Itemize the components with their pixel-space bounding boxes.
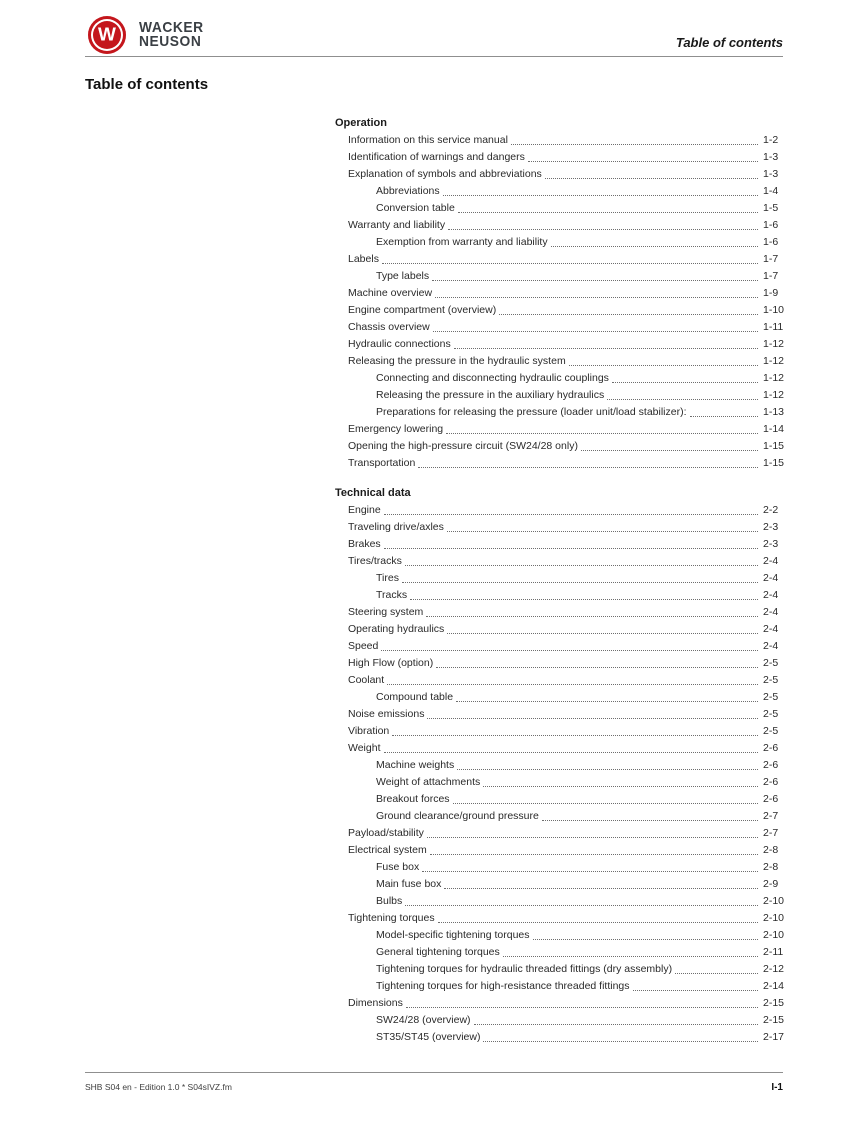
toc-entry-page: 2-15 [763,997,785,1009]
page-footer [85,1082,783,1093]
toc-entry-label: Transportation [348,457,416,469]
toc-entry-label: Weight of attachments [376,776,481,788]
toc-entry-page: 1-5 [763,202,779,214]
toc-entry-label: Labels [348,253,379,265]
toc-entry-leader [454,348,758,349]
toc-section [335,115,791,472]
toc-entry-leader [511,144,758,145]
toc-entry-leader [453,803,758,804]
toc-entry-leader [528,161,758,162]
brand-line-neuson: NEUSON [139,33,202,50]
toc-entry-page: 1-15 [763,440,785,452]
toc-entry [335,319,791,336]
toc-entry-label: Opening the high-pressure circuit (SW24/28 only) [348,440,578,452]
page-title: Table of contents [85,76,209,93]
toc-entry-label: Electrical system [348,844,427,856]
toc-entry-page: 2-5 [763,674,779,686]
toc-entry-label: Breakout forces [376,793,450,805]
toc-entry-leader [612,382,758,383]
toc-entry [335,995,791,1012]
toc-entry-page: 1-2 [763,134,779,146]
toc-entry-page: 2-4 [763,640,779,652]
toc-entry [335,570,791,587]
toc-entry [335,336,791,353]
toc-entry-leader [392,735,758,736]
toc-entry-page: 2-9 [763,878,779,890]
toc-entry-page: 2-10 [763,895,785,907]
toc-entry-page: 1-7 [763,270,779,282]
toc-entry [335,166,791,183]
toc-entry [335,353,791,370]
toc-entry-leader [435,297,758,298]
toc-entry [335,302,791,319]
toc-entry [335,774,791,791]
toc-entry-leader [410,599,758,600]
toc-entry [335,149,791,166]
toc-entry-page: 2-5 [763,725,779,737]
toc-entry [335,285,791,302]
toc-entry-page: 2-6 [763,776,779,788]
toc-entry-leader [690,416,759,417]
toc-entry-page: 2-7 [763,827,779,839]
toc-entry-page: 2-17 [763,1031,785,1043]
toc-entry [335,132,791,149]
toc-entry-label: Dimensions [348,997,403,1009]
toc-entry-page: 2-6 [763,742,779,754]
toc-entry-page: 1-6 [763,236,779,248]
toc-entry-leader [633,990,758,991]
toc-entry [335,604,791,621]
toc-entry-page: 2-2 [763,504,779,516]
toc-entry-leader [545,178,758,179]
toc-entry-leader [483,786,758,787]
toc-entry-label: Information on this service manual [348,134,508,146]
toc-entry [335,553,791,570]
toc-entry-page: 2-4 [763,606,779,618]
toc-entry [335,621,791,638]
toc-entry-label: SW24/28 (overview) [376,1014,471,1026]
toc-entry-leader [406,1007,758,1008]
toc-entry-leader [458,212,758,213]
toc-section-entries [335,132,791,472]
toc-entry-leader [387,684,758,685]
toc-entry-leader [430,854,758,855]
toc-entry [335,268,791,285]
toc-entry-leader [438,922,758,923]
toc-entry [335,893,791,910]
toc-entry-page: 2-15 [763,1014,785,1026]
toc-entry-leader [607,399,758,400]
toc-entry-label: General tightening torques [376,946,500,958]
toc-entry-label: Vibration [348,725,390,737]
toc-entry-leader [444,888,758,889]
toc-entry-label: Releasing the pressure in the auxiliary hydraulics [376,389,605,401]
toc-entry-leader [436,667,758,668]
toc-entry-leader [402,582,758,583]
toc-entry-page: 2-6 [763,793,779,805]
toc-entry [335,961,791,978]
toc-entry-page: 2-4 [763,555,779,567]
toc-entry-label: Brakes [348,538,381,550]
toc-entry-page: 1-3 [763,168,779,180]
page-header [88,16,783,54]
toc-entry-page: 2-14 [763,980,785,992]
toc-entry-label: Engine [348,504,381,516]
brand-line-wacker: WACKER [139,19,204,36]
toc-entry-label: Abbreviations [376,185,440,197]
toc-entry-leader [499,314,758,315]
toc-entry-page: 1-7 [763,253,779,265]
toc-entry-leader [533,939,758,940]
toc-entry [335,825,791,842]
toc-entry-page: 1-12 [763,372,785,384]
toc-entry-leader [418,467,758,468]
toc-entry-leader [384,548,758,549]
toc-entry [335,234,791,251]
toc-entry [335,910,791,927]
toc-entry [335,706,791,723]
toc-entry [335,217,791,234]
toc-entry [335,404,791,421]
toc-entry-label: Bulbs [376,895,403,907]
toc-entry-label: Identification of warnings and dangers [348,151,525,163]
toc-entry-leader [447,531,758,532]
toc-entry-label: Coolant [348,674,385,686]
toc-entry [335,1012,791,1029]
toc-entry-page: 1-10 [763,304,785,316]
toc-entry-leader [382,263,758,264]
toc-entry-label: Tires/tracks [348,555,402,567]
toc-section-title: Technical data [335,487,411,499]
toc-entry [335,723,791,740]
toc-entry [335,519,791,536]
toc-entry-label: Releasing the pressure in the hydraulic system [348,355,566,367]
toc-entry [335,438,791,455]
toc-entry-leader [447,633,758,634]
toc-entry-page: 1-11 [763,321,784,333]
toc-entry-page: 1-12 [763,338,785,350]
toc-entry-page: 2-8 [763,844,779,856]
toc-entry-label: Emergency lowering [348,423,444,435]
toc-entry-label: Type labels [376,270,430,282]
toc-section [335,485,791,1046]
toc-entry [335,672,791,689]
toc-entry-page: 1-4 [763,185,779,197]
toc-entry-leader [483,1041,758,1042]
toc-entry-label: Tires [376,572,399,584]
toc-entry-page: 2-4 [763,589,779,601]
toc-entry-page: 2-7 [763,810,779,822]
toc-entry [335,455,791,472]
toc-entry [335,655,791,672]
toc-entry [335,808,791,825]
toc-entry-leader [503,956,758,957]
toc-entry-page: 1-14 [763,423,785,435]
footer-document-id: SHB S04 en - Edition 1.0 * S04sIVZ.fm [85,1082,232,1092]
toc-entry-leader [405,565,758,566]
toc-entry-page: 2-8 [763,861,779,873]
toc-entry-page: 2-6 [763,759,779,771]
toc-entry-leader [405,905,758,906]
toc-entry [335,387,791,404]
toc-entry-page: 1-15 [763,457,785,469]
toc-entry [335,944,791,961]
toc-section-title: Operation [335,117,387,129]
toc-section-entries [335,502,791,1046]
toc-entry-label: Speed [348,640,379,652]
toc-entry [335,740,791,757]
toc-entry-leader [422,871,758,872]
toc-entry-leader [384,752,759,753]
footer-rule [85,1072,783,1073]
toc-entry-page: 2-10 [763,912,785,924]
toc-entry-page: 2-5 [763,657,779,669]
toc-entry-label: Main fuse box [376,878,442,890]
toc-entry-leader [542,820,758,821]
toc-entry [335,421,791,438]
toc-entry [335,200,791,217]
logo-wordmark [139,21,204,49]
toc-entry [335,978,791,995]
toc-entry-leader [474,1024,758,1025]
toc [335,115,791,1046]
toc-entry-leader [433,331,758,332]
toc-entry-leader [426,616,758,617]
toc-entry [335,757,791,774]
toc-entry-page: 1-3 [763,151,779,163]
toc-entry [335,587,791,604]
toc-entry [335,876,791,893]
toc-entry-leader [456,701,758,702]
logo-w-icon [88,16,126,54]
toc-entry-leader [381,650,758,651]
toc-entry-label: Conversion table [376,202,455,214]
toc-entry-page: 1-12 [763,389,785,401]
toc-entry-label: Preparations for releasing the pressure (loader unit/load stabilizer): [376,406,687,418]
toc-entry-leader [569,365,758,366]
toc-entry-leader [457,769,758,770]
toc-entry-label: Chassis overview [348,321,430,333]
toc-entry-label: Traveling drive/axles [348,521,444,533]
toc-entry-page: 1-12 [763,355,785,367]
toc-entry [335,638,791,655]
toc-entry-leader [448,229,758,230]
toc-entry [335,842,791,859]
toc-entry-page: 2-4 [763,572,779,584]
toc-entry-label: Fuse box [376,861,420,873]
toc-entry-label: Explanation of symbols and abbreviations [348,168,542,180]
toc-entry-page: 1-6 [763,219,779,231]
running-header-title: Table of contents [675,35,783,50]
toc-entry-label: Weight [348,742,381,754]
toc-entry-page: 2-10 [763,929,785,941]
toc-entry-label: Tightening torques for high-resistance threaded fittings [376,980,630,992]
toc-entry-page: 2-12 [763,963,785,975]
toc-entry-page: 1-9 [763,287,779,299]
toc-entry-label: Hydraulic connections [348,338,451,350]
toc-entry-page: 2-5 [763,708,779,720]
toc-entry-leader [427,718,758,719]
toc-entry [335,791,791,808]
toc-entry-label: Tightening torques for hydraulic threaded fittings (dry assembly) [376,963,673,975]
toc-entry-page: 2-3 [763,521,779,533]
toc-entry-label: Model-specific tightening torques [376,929,530,941]
toc-entry-label: Operating hydraulics [348,623,445,635]
toc-entry [335,689,791,706]
toc-entry-label: ST35/ST45 (overview) [376,1031,481,1043]
toc-entry-label: Exemption from warranty and liability [376,236,548,248]
toc-entry-page: 2-4 [763,623,779,635]
toc-entry [335,183,791,200]
toc-entry [335,536,791,553]
toc-entry-label: Machine overview [348,287,433,299]
toc-entry [335,502,791,519]
wacker-neuson-logo [88,16,209,54]
toc-entry [335,370,791,387]
toc-entry-page: 1-13 [763,406,785,418]
toc-entry-leader [427,837,758,838]
logo-w-letter: W [98,25,116,45]
toc-entry-label: Compound table [376,691,454,703]
toc-entry-leader [551,246,758,247]
toc-entry-label: Machine weights [376,759,455,771]
toc-entry-leader [432,280,758,281]
toc-entry-leader [446,433,758,434]
toc-entry-label: Tracks [376,589,408,601]
toc-entry-label: High Flow (option) [348,657,434,669]
toc-entry-leader [581,450,758,451]
toc-entry-leader [384,514,758,515]
toc-entry-leader [675,973,758,974]
toc-entry [335,251,791,268]
toc-entry [335,859,791,876]
toc-entry [335,1029,791,1046]
toc-entry-label: Ground clearance/ground pressure [376,810,539,822]
toc-entry-label: Warranty and liability [348,219,446,231]
toc-entry-label: Engine compartment (overview) [348,304,497,316]
toc-entry-label: Tightening torques [348,912,435,924]
toc-entry-page: 2-3 [763,538,779,550]
toc-entry-label: Steering system [348,606,424,618]
toc-entry-page: 2-11 [763,946,784,958]
toc-entry-label: Noise emissions [348,708,425,720]
footer-page-number: I-1 [771,1082,783,1093]
toc-entry [335,927,791,944]
header-rule [85,56,783,57]
toc-entry-page: 2-5 [763,691,779,703]
toc-entry-leader [443,195,758,196]
toc-entry-label: Payload/stability [348,827,424,839]
toc-entry-label: Connecting and disconnecting hydraulic couplings [376,372,609,384]
